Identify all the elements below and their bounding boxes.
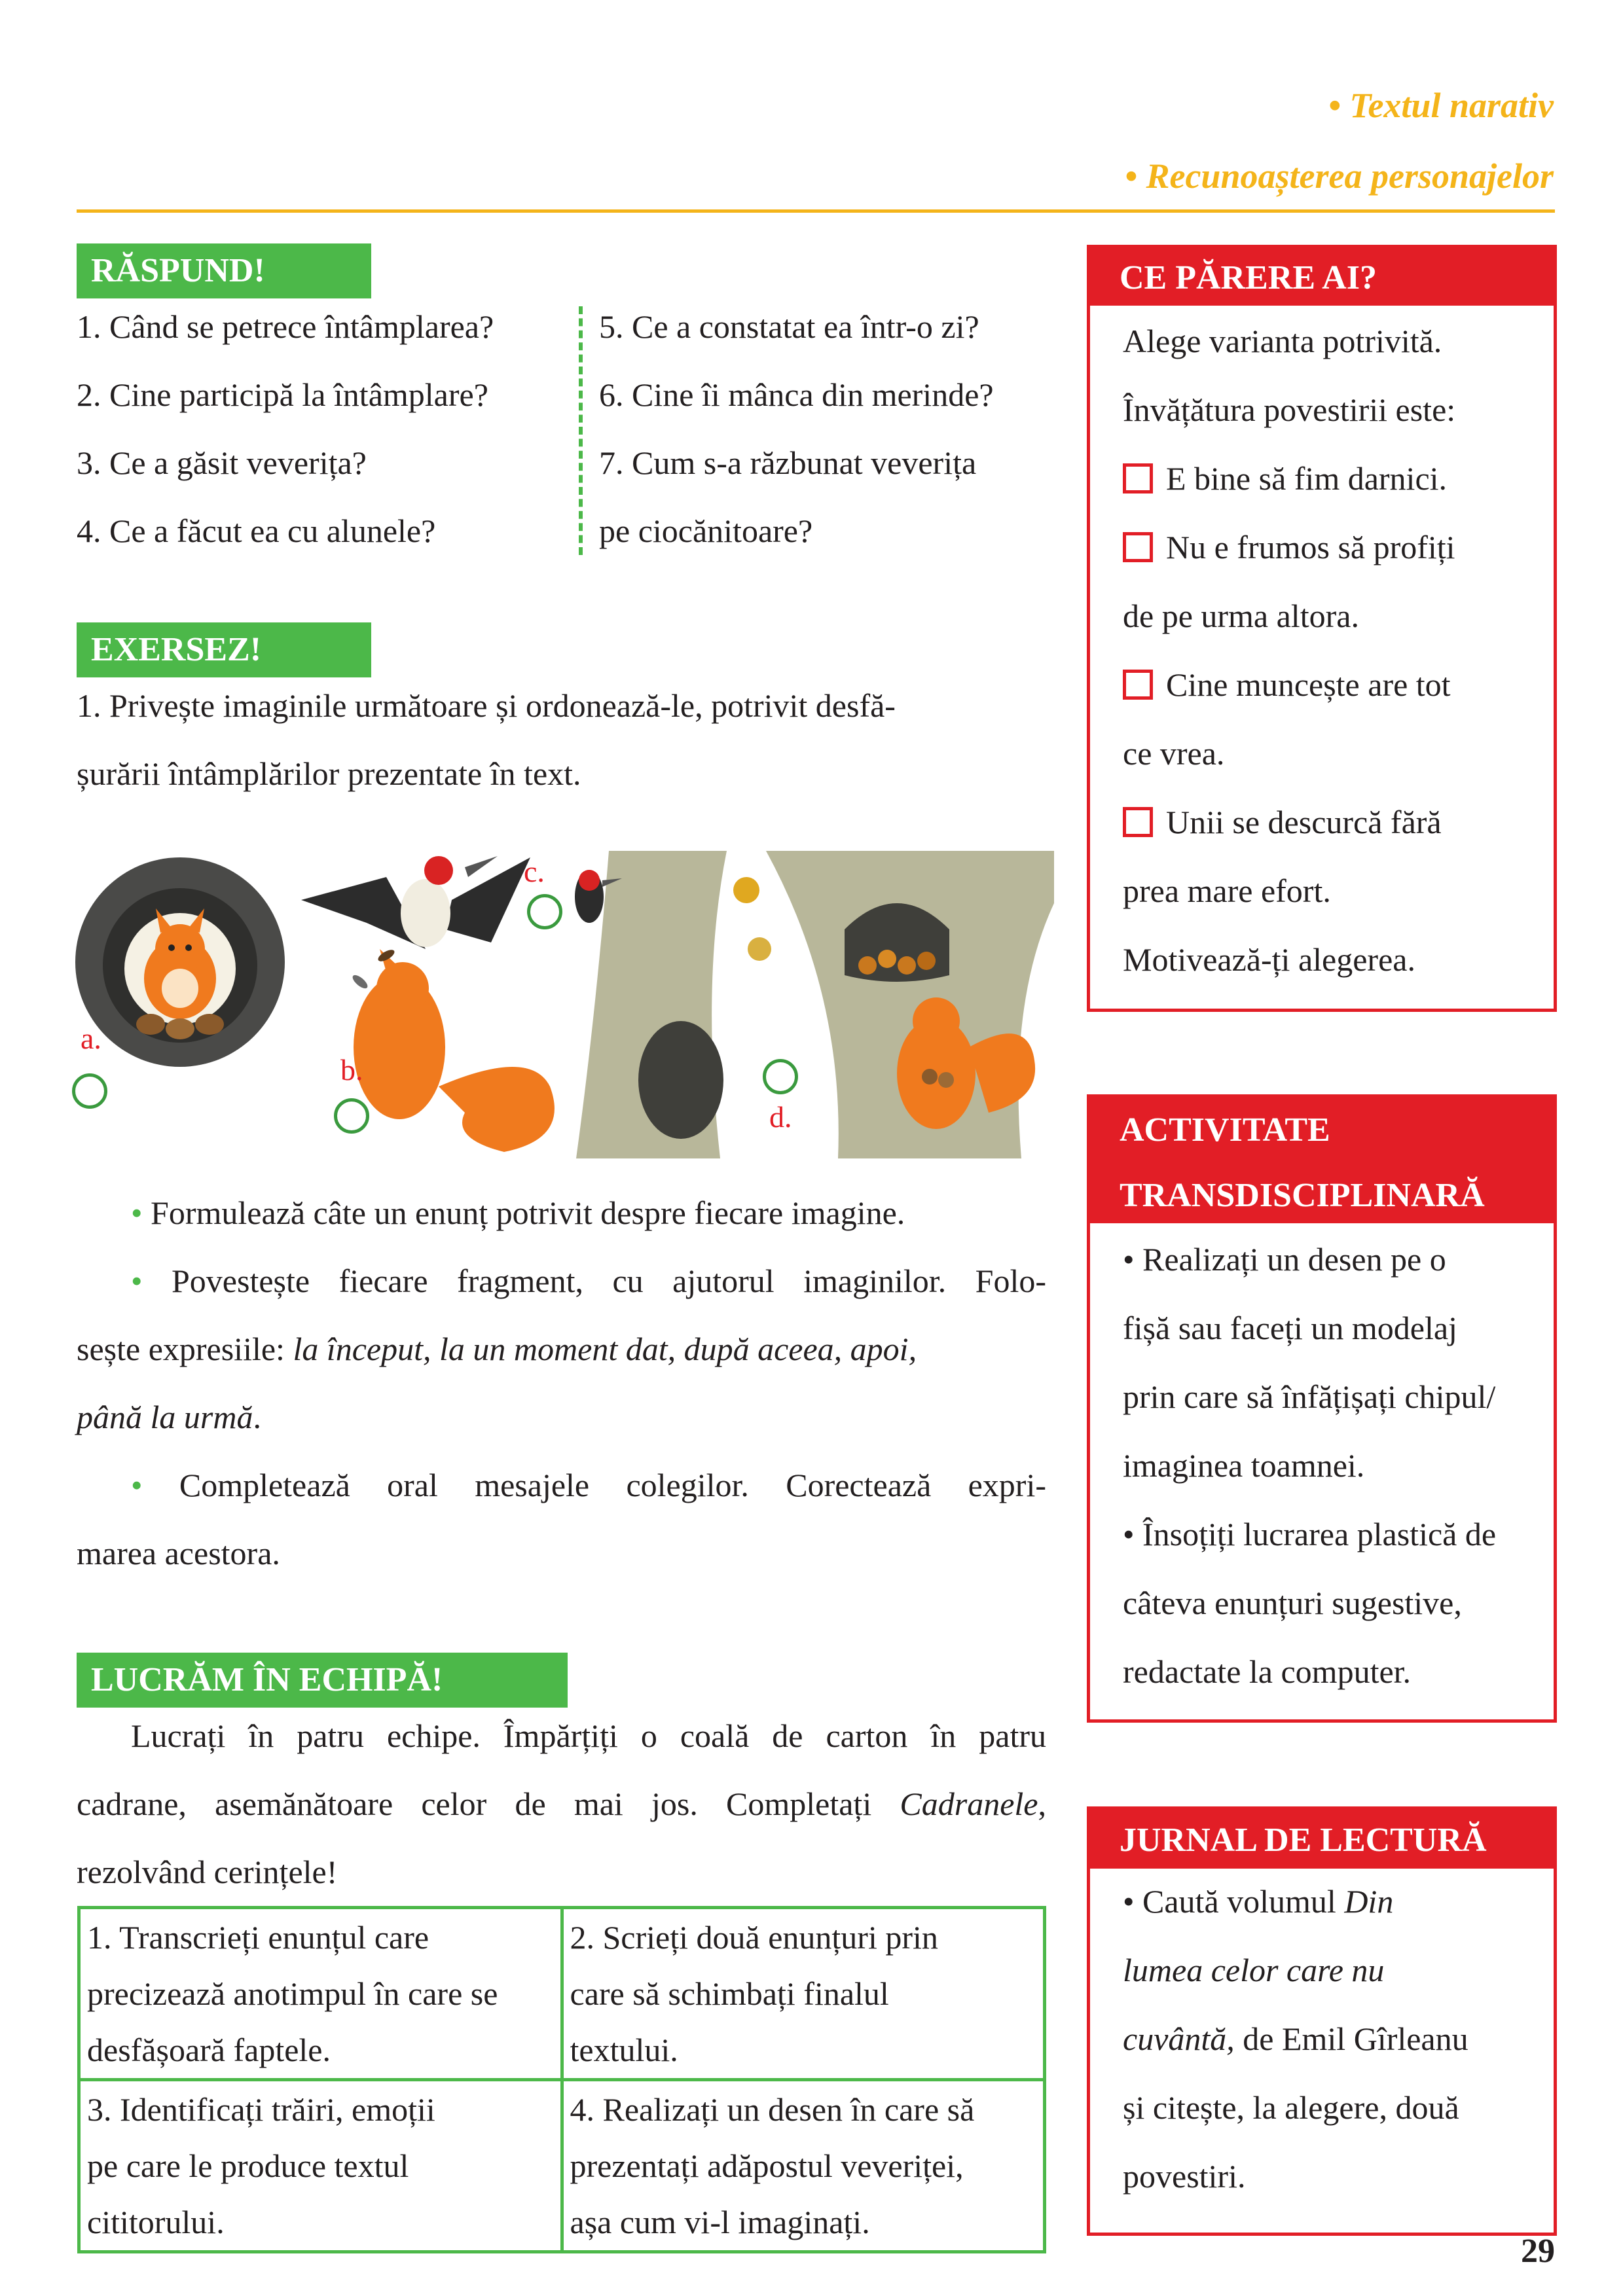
image-label-d: d. (769, 1100, 792, 1134)
echipa-line3: rezolvând cerințele! (77, 1854, 338, 1890)
jurnal-line-2: lumea celor care nu (1123, 1952, 1385, 1988)
option-1: E bine să fim darnici. (1123, 444, 1447, 513)
box-title-ce-parere-ai: CE PĂRERE AI? (1090, 248, 1554, 306)
topic-text-narativ: • Textul narativ (1328, 86, 1554, 125)
quadrant-3: 3. Identificați trăiri, emoții pe care le produce textul cititorului. (79, 2080, 562, 2252)
order-circle-d[interactable] (763, 1059, 798, 1094)
activitate-line-2: fișă sau faceți un modelaj (1123, 1310, 1457, 1346)
question-7-continued: pe ciocănitoare? (599, 512, 813, 549)
question-2: 2. Cine participă la întâmplare? (77, 376, 488, 413)
jurnal-line-3: cuvântă, de Emil Gîrleanu (1123, 2020, 1468, 2057)
jurnal-line-4: și citește, la alegere, două (1123, 2089, 1459, 2126)
jurnal-line-1: • Caută volumul Din (1123, 1883, 1394, 1920)
box-jurnal-de-lectura (1087, 1806, 1557, 2236)
ce-parere-instruction: Alege varianta potrivită. (1123, 323, 1442, 359)
echipa-line2: cadrane, asemănătoare celor de mai jos. Completați Cadranele, (77, 1785, 1046, 1822)
illustration-a-squirrel-in-hollow (75, 857, 285, 1067)
quadrant-1: 1. Transcrieți enunțul care precizează anotimpul în care se desfășoară faptele. (79, 1908, 562, 2080)
section-title-lucram-in-echipa: LUCRĂM ÎN ECHIPĂ! (77, 1653, 568, 1708)
image-label-b: b. (340, 1053, 363, 1086)
order-circle-b[interactable] (334, 1098, 369, 1134)
section-title-raspund: RĂSPUND! (77, 243, 371, 298)
option-2: Nu e frumos să profiți (1123, 513, 1455, 582)
activitate-line-7: redactate la computer. (1123, 1653, 1412, 1690)
order-circle-a[interactable] (72, 1073, 107, 1109)
question-4: 4. Ce a făcut ea cu alunele? (77, 512, 436, 549)
question-5: 5. Ce a constatat ea într-o zi? (599, 308, 979, 345)
box-title-jurnal-de-lectura: JURNAL DE LECTURĂ (1090, 1810, 1554, 1869)
box-activitate-transdisciplinara (1087, 1094, 1557, 1723)
box-title-activitate-transdisciplinara: ACTIVITATE TRANSDISCIPLINARĂ (1090, 1098, 1554, 1223)
option-4-continued: prea mare efort. (1123, 872, 1331, 909)
questions-separator (579, 306, 583, 555)
option-4-checkbox[interactable] (1123, 807, 1153, 837)
option-1-checkbox[interactable] (1123, 463, 1153, 493)
question-1: 1. Când se petrece întâmplarea? (77, 308, 494, 345)
ce-parere-question: Învățătura povestirii este: (1123, 391, 1456, 428)
exersez-bullet-2-line1: • Povestește fiecare fragment, cu ajutorul imaginilor. Folo- (131, 1263, 1046, 1299)
option-3-continued: ce vrea. (1123, 735, 1225, 772)
option-2-continued: de pe urma altora. (1123, 598, 1359, 634)
story-illustrations (72, 851, 1054, 1158)
exersez-task-line2: șurării întâmplărilor prezentate în text. (77, 755, 581, 792)
order-circle-c[interactable] (527, 894, 562, 929)
topic-recunoasterea-personajelor: • Recunoașterea personajelor (1125, 156, 1554, 196)
activitate-line-4: imaginea toamnei. (1123, 1447, 1365, 1484)
exersez-bullet-3-line2: marea acestora. (77, 1535, 280, 1571)
image-label-c: c. (524, 855, 545, 888)
exersez-task-line1: 1. Privește imaginile următoare și ordonează-le, potrivit desfă- (77, 687, 896, 724)
jurnal-line-5: povestiri. (1123, 2158, 1246, 2195)
echipa-line1: Lucrați în patru echipe. Împărțiți o coală de carton în patru (131, 1717, 1046, 1754)
section-title-exersez: EXERSEZ! (77, 622, 371, 677)
activitate-line-3: prin care să înfățișați chipul/ (1123, 1378, 1496, 1415)
exersez-bullet-2-line2: sește expresiile: la început, la un moment dat, după aceea, apoi, (77, 1331, 917, 1367)
option-4: Unii se descurcă fără (1123, 788, 1442, 857)
question-7: 7. Cum s-a răzbunat veverița (599, 444, 977, 481)
option-3-checkbox[interactable] (1123, 670, 1153, 700)
exersez-bullet-3-line1: • Completează oral mesajele colegilor. Corectează expri- (131, 1467, 1046, 1503)
illustration-d-squirrel-with-nuts (766, 851, 1054, 1158)
activitate-line-5: • Însoțiți lucrarea plastică de (1123, 1516, 1497, 1552)
box-ce-parere-ai (1087, 245, 1557, 1012)
illustration-c-woodpecker-on-tree (575, 851, 771, 1158)
activitate-line-6: câteva enunțuri sugestive, (1123, 1585, 1462, 1621)
ce-parere-motivate: Motivează-ți alegerea. (1123, 941, 1415, 978)
quadrant-4: 4. Realizați un desen în care să prezentați adăpostul veveriței, așa cum vi-l imaginați. (562, 2080, 1045, 2252)
quadrants-table (77, 1906, 1046, 2253)
quadrant-2: 2. Scrieți două enunțuri prin care să schimbați finalul textului. (562, 1908, 1045, 2080)
question-3: 3. Ce a găsit veverița? (77, 444, 367, 481)
exersez-bullet-2-line3: până la urmă. (77, 1399, 261, 1435)
page-number: 29 (1521, 2233, 1555, 2270)
image-label-a: a. (81, 1022, 101, 1055)
question-6: 6. Cine îi mânca din merinde? (599, 376, 994, 413)
option-3: Cine muncește are tot (1123, 651, 1451, 719)
activitate-line-1: • Realizați un desen pe o (1123, 1241, 1446, 1278)
option-2-checkbox[interactable] (1123, 532, 1153, 562)
header-divider (77, 209, 1555, 213)
exersez-bullet-1: • Formulează câte un enunț potrivit despre fiecare imagine. (131, 1194, 905, 1231)
